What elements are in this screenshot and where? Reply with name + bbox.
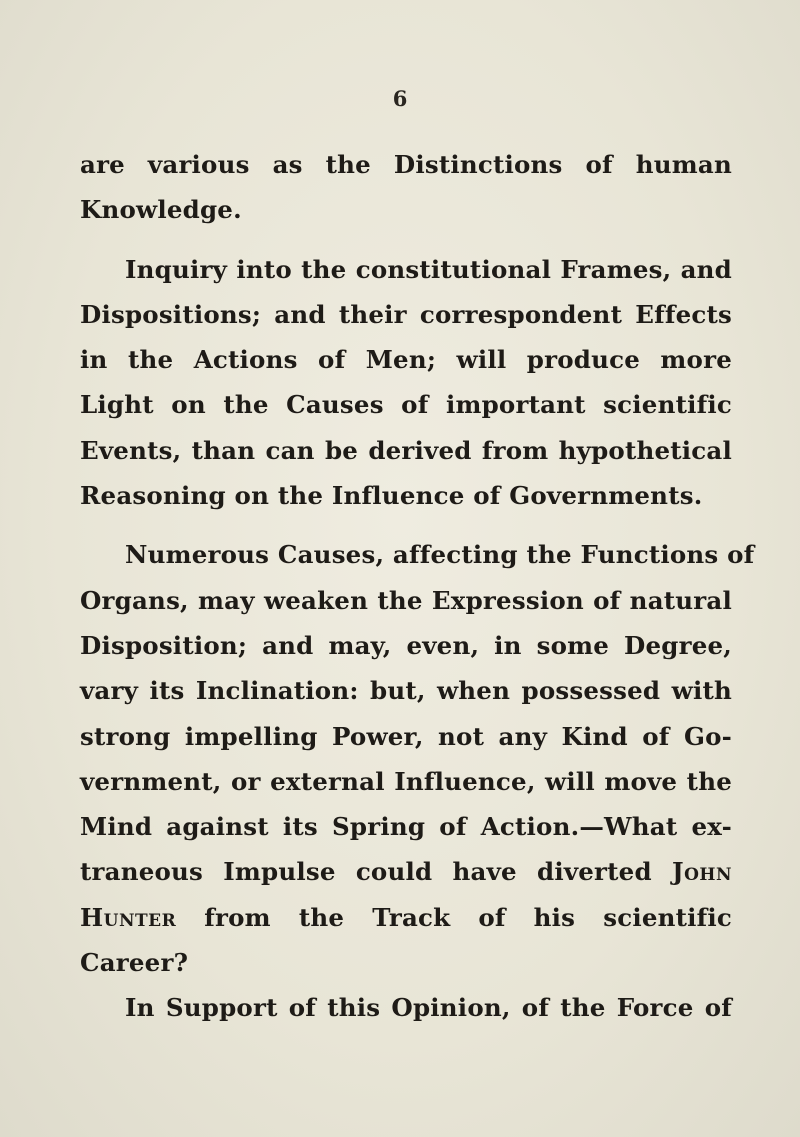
text-line: Hunter from the Track of his scientific xyxy=(80,902,733,932)
page-number: 6 xyxy=(392,86,408,111)
text-line: are various as the Distinctions of human xyxy=(80,150,732,179)
text-line: Mind against its Spring of Action.—What ex- xyxy=(80,812,732,842)
text-line: Numerous Causes, affecting the Functions of xyxy=(125,540,755,570)
text-line: vary its Inclination: but, when possessed with xyxy=(80,676,732,706)
text-line: Reasoning on the Influence of Governments. xyxy=(80,481,703,511)
text-line: Knowledge. xyxy=(80,195,242,225)
name-john: John xyxy=(671,857,732,887)
name-hunter: Hunter xyxy=(80,902,177,932)
text-line: strong impelling Power, not any Kind of Go- xyxy=(80,721,732,751)
text-line: in the Actions of Men; will produce more xyxy=(80,345,732,375)
text-line: Inquiry into the constitutional Frames, and xyxy=(125,254,732,284)
text-line: Career? xyxy=(80,948,189,978)
text-line: traneous Impulse could have diverted John xyxy=(80,857,732,887)
text-line: Disposition; and may, even, in some Degree, xyxy=(80,630,732,660)
text-line: In Support of this Opinion, of the Force of xyxy=(125,993,732,1023)
text-line: Organs, may weaken the Expression of natural xyxy=(80,585,732,615)
text-line: Events, than can be derived from hypothetical xyxy=(80,435,732,465)
text-line: Light on the Causes of important scientific xyxy=(80,390,732,420)
text-line: Dispositions; and their correspondent Effects xyxy=(80,299,732,329)
text-line: vernment, or external Influence, will move the xyxy=(80,766,732,796)
body-text xyxy=(80,142,755,1031)
